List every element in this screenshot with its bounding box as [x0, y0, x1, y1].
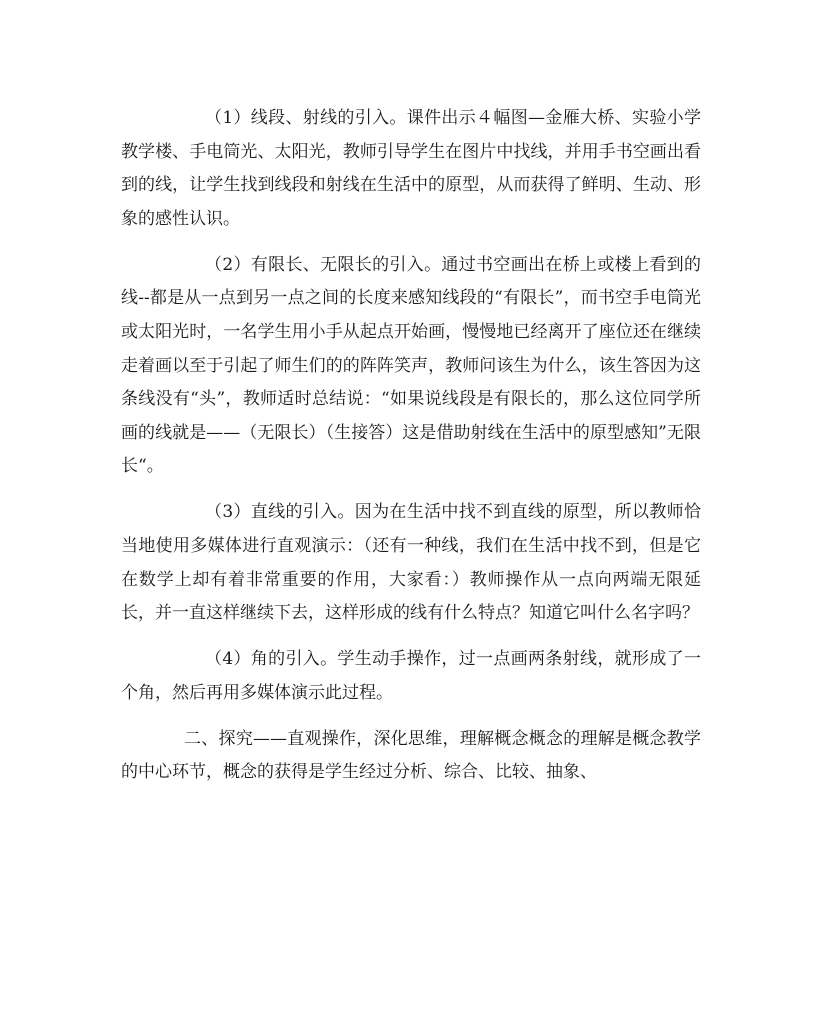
paragraph-section-two: 二、探究——直观操作，深化思维，理解概念概念的理解是概念教学的中心环节，概念的获得是学生经过分析、综合、比较、抽象、 — [121, 728, 701, 783]
paragraph-angle: （4）角的引入。学生动手操作，过一点画两条射线，就形成了一个角，然后再用多媒体演示此过程。 — [121, 649, 701, 703]
paragraph-line-segment-ray: （1）线段、射线的引入。课件出示４幅图—金雁大桥、实验小学教学楼、手电筒光、太阳光，教师引导学生在图片中找线，并用手书空画出看到的线，让学生找到线段和射线在生活中的原型，从而获得了鲜明、生动、形象的感性认识。 — [121, 108, 701, 229]
document-body — [121, 102, 701, 802]
paragraph-straight-line: （3）直线的引入。因为在生活中找不到直线的原型，所以教师恰当地使用多媒体进行直观演示：（还有一种线，我们在生活中找不到，但是它在数学上却有着非常重要的作用，大家看：）教师操作从一点向两端无限延长，并一直这样继续下去，这样形成的线有什么特点？知道它叫什么名字吗？ — [121, 502, 701, 624]
paragraph-finite-infinite: （2）有限长、无限长的引入。通过书空画出在桥上或楼上看到的线--都是从一点到另一点之间的长度来感知线段的“有限长”，而书空手电筒光或太阳光时，一名学生用小手从起点开始画，慢慢地已经离开了座位还在继续走着画以至于引起了师生们的的阵阵笑声，教师问该生为什么，该生答因为这条线没有“头”，教师适时总结说：“如果说线段是有限长的，那么这位同学所画的线就是——（无限长）（生接答）这是借助射线在生活中的原型感知”无限长“。 — [121, 254, 701, 477]
